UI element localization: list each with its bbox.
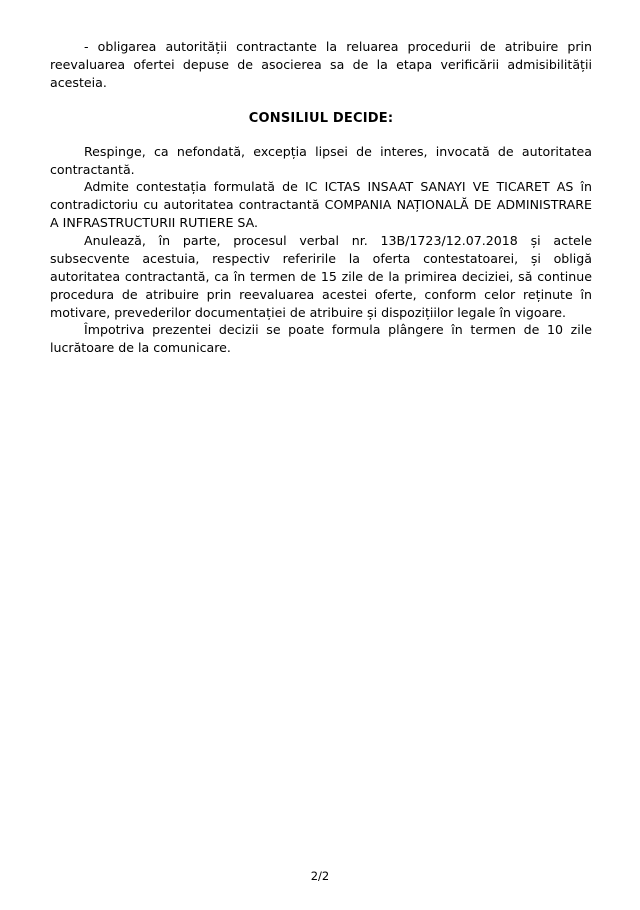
paragraph-obligare: - obligarea autorității contractante la reluarea procedurii de atribuire prin reevaluarea ofertei depuse de asocierea sa de la etapa verificării admisibilității acesteia. — [50, 39, 592, 90]
decisions-block — [50, 143, 592, 358]
paragraph-respinge: Respinge, ca nefondată, excepția lipsei de interes, invocată de autoritatea contractantă. — [50, 143, 592, 177]
paragraph-anuleaza: Anulează, în parte, procesul verbal nr. 13B/1723/12.07.2018 și actele subsecvente acestuia, respectiv referirile la oferta contestatoarei, și obligă autoritatea contractantă, ca în termen de 15 zile de la primirea deciziei, să continue procedura de atribuire prin reevaluarea acestei oferte, conform celor reținute în motivare, prevederilor documentației de atribuire și dispozițiilor legale în vigoare. — [50, 233, 592, 320]
section-heading-consiliul-decide: CONSILIUL DECIDE: — [248, 110, 394, 126]
page-number-footer: 2/2 — [310, 869, 330, 883]
paragraph-impotriva: Împotriva prezentei decizii se poate formula plângere în termen de 10 zile lucrătoare de la comunicare. — [50, 322, 592, 356]
paragraph-admite: Admite contestația formulată de IC ICTAS INSAAT SANAYI VE TICARET AS în contradictoriu cu autoritatea contractantă COMPANIA NAȚIONALĂ DE ADMINISTRARE A INFRASTRUCTURII RUTIERE SA. — [50, 179, 592, 231]
